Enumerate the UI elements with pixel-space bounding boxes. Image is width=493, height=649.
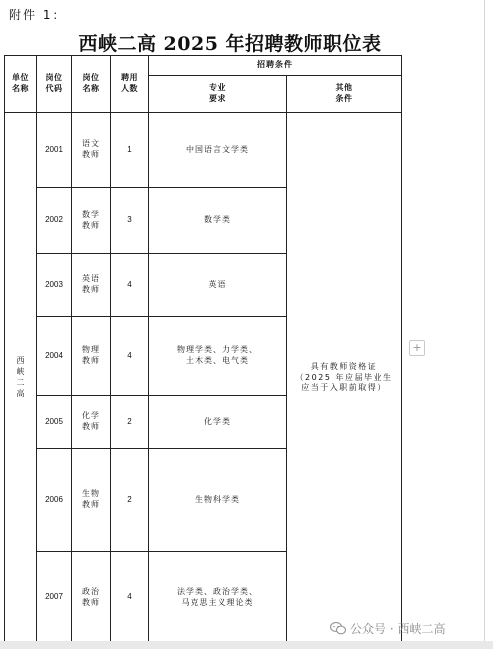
bottom-bar	[0, 641, 493, 649]
header-unit: 单位 名称	[5, 56, 37, 113]
post-code: 2001	[37, 113, 72, 188]
post-name: 生物 教师	[72, 449, 111, 552]
page-edge	[484, 0, 485, 649]
major-requirement: 数学类	[149, 188, 287, 254]
unit-name-cell: 西 峡 二 高	[5, 113, 37, 644]
table-row	[5, 113, 402, 188]
watermark	[330, 619, 445, 637]
post-code: 2007	[37, 552, 72, 644]
major-requirement: 生物科学类	[149, 449, 287, 552]
header-other: 其他 条件	[287, 76, 402, 113]
post-code: 2002	[37, 188, 72, 254]
major-requirement: 物理学类、力学类、 土木类、电气类	[149, 317, 287, 396]
post-name: 英语 教师	[72, 254, 111, 317]
recruitment-table	[4, 55, 402, 644]
other-conditions-cell: 具有教师资格证 （2025 年应届毕业生 应当于入职前取得）	[287, 113, 402, 644]
headcount: 4	[111, 317, 149, 396]
header-headcount: 聘用 人数	[111, 56, 149, 113]
major-requirement: 化学类	[149, 396, 287, 449]
header-post-code: 岗位 代码	[37, 56, 72, 113]
post-name: 数学 教师	[72, 188, 111, 254]
major-requirement: 法学类、政治学类、 马克思主义理论类	[149, 552, 287, 644]
post-code: 2003	[37, 254, 72, 317]
headcount: 4	[111, 552, 149, 644]
major-requirement: 中国语言文学类	[149, 113, 287, 188]
post-name: 化学 教师	[72, 396, 111, 449]
attachment-label: 附件 1：	[9, 8, 67, 22]
expand-button[interactable]: +	[409, 340, 425, 356]
wechat-icon	[330, 622, 346, 635]
page-title: 西峡二高 2025 年招聘教师职位表	[78, 33, 382, 55]
header-requirements: 招聘条件	[149, 56, 402, 76]
post-name: 语文 教师	[72, 113, 111, 188]
watermark-text: 公众号 · 西峡二高	[350, 621, 446, 636]
headcount: 2	[111, 449, 149, 552]
headcount: 2	[111, 396, 149, 449]
post-name: 物理 教师	[72, 317, 111, 396]
post-code: 2004	[37, 317, 72, 396]
post-code: 2005	[37, 396, 72, 449]
header-post-name: 岗位 名称	[72, 56, 111, 113]
headcount: 1	[111, 113, 149, 188]
headcount: 3	[111, 188, 149, 254]
headcount: 4	[111, 254, 149, 317]
post-code: 2006	[37, 449, 72, 552]
header-major: 专业 要求	[149, 76, 287, 113]
major-requirement: 英语	[149, 254, 287, 317]
post-name: 政治 教师	[72, 552, 111, 644]
